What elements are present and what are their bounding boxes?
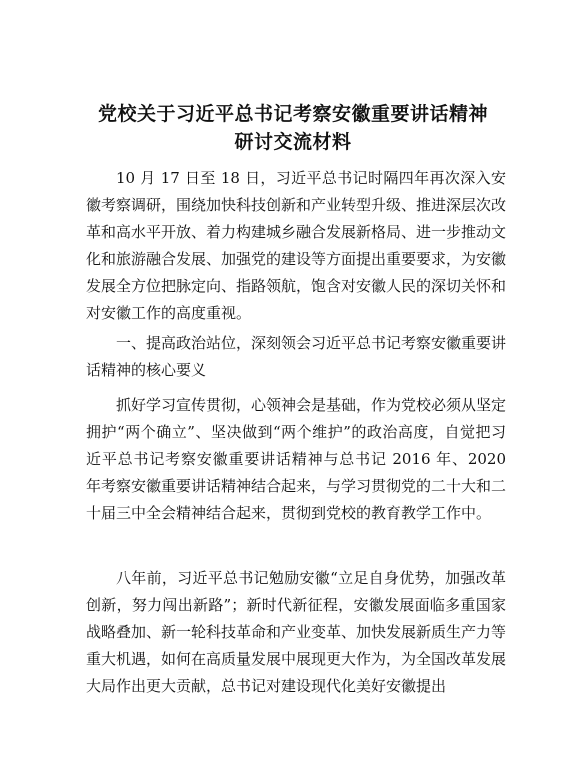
- paragraph-intro: 10 月 17 日至 18 日，习近平总书记时隔四年再次深入安徽考察调研，围绕加快科技创新和产业转型升级、推进深层次改革和高水平开放、着力构建城乡融合发展新格局、进一步推动文化和旅游融合发展、加强党的建设等方面提出重要要求，为安徽发展全方位把脉定向、指路领航，饱含对安徽人民的深切关怀和对安徽工作的高度重视。: [86, 169, 507, 322]
- section-heading-1: 一、提高政治站位，深刻领会习近平总书记考察安徽重要讲话精神的核心要义: [86, 334, 507, 379]
- paragraph-eight-years: 八年前，习近平总书记勉励安徽“立足自身优势，加强改革创新，努力闯出新路”；新时代新征程，安徽发展面临多重国家战略叠加、新一轮科技革命和产业变革、加快发展新质生产力等重大机遇，如何在高质量发展中展现更大作为，为全国改革发展大局作出更大贡献，总书记对建设现代化美好安徽提出: [86, 569, 507, 695]
- paragraph-study: 抓好学习宣传贯彻，心领神会是基础，作为党校必须从坚定拥护“两个确立”、坚决做到“两个维护”的政治高度，自觉把习近平总书记考察安徽重要讲话精神与总书记 2016 年、2020 年考察安徽重要讲话精神结合起来，与学习贯彻党的二十大和二十届三中全会精神结合起来，贯彻到党校的教育教学工作中。: [86, 396, 507, 522]
- document-title-line-2: 研讨交流材料: [234, 131, 352, 153]
- document-title-line-1: 党校关于习近平总书记考察安徽重要讲话精神: [97, 103, 488, 125]
